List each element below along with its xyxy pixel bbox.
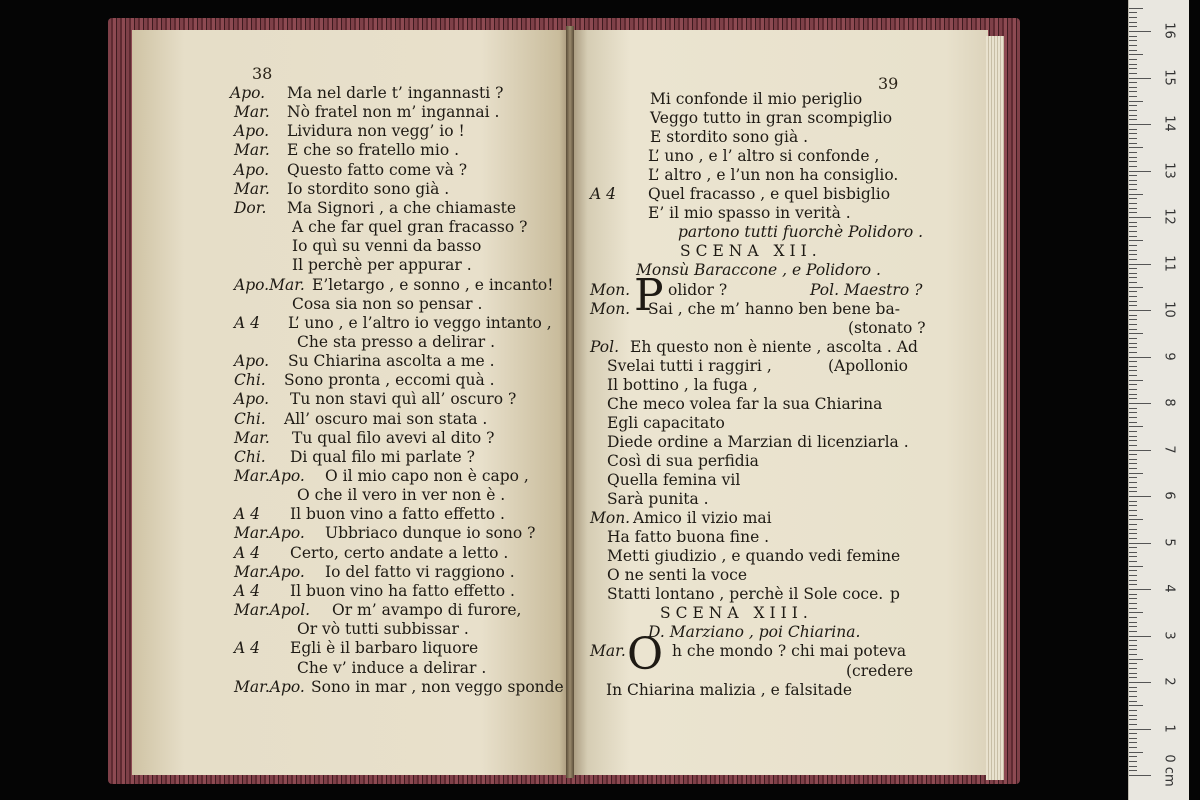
right-line-12: (stonato ? [848, 318, 926, 337]
ruler-tick [1129, 366, 1137, 367]
ruler-tick [1129, 370, 1137, 371]
ruler-tick [1129, 240, 1143, 241]
left-speaker-1: Mar. [234, 103, 270, 122]
ruler-tick [1129, 138, 1137, 139]
ruler-tick [1129, 594, 1137, 595]
ruler-number: 10 [1161, 301, 1177, 318]
ruler-tick [1129, 287, 1143, 288]
ruler-tick [1129, 324, 1137, 325]
ruler-tick [1129, 636, 1151, 637]
ruler-tick [1129, 445, 1137, 446]
left-line-8: Io quì su venni da basso [292, 237, 482, 256]
left-speaker-12: A 4 [234, 313, 260, 332]
left-line-6: Ma Signori , a che chiamaste [287, 198, 517, 217]
ruler-tick [1129, 668, 1137, 669]
ruler-tick [1129, 208, 1137, 209]
left-line-12: L’ uno , e l’altro io veggo intanto , [288, 313, 552, 332]
right-line-9: Monsù Baraccone , e Polidoro . [636, 261, 881, 280]
ruler-tick [1129, 524, 1137, 525]
left-line-16: Tu non stavi quì all’ oscuro ? [290, 390, 517, 409]
ruler-tick [1129, 761, 1137, 762]
ruler-tick [1129, 222, 1137, 223]
ruler-tick [1129, 254, 1137, 255]
ruler-tick [1129, 36, 1137, 37]
ruler-tick [1129, 608, 1137, 609]
left-speaker-20: Mar.Apo. [234, 467, 305, 485]
ruler-tick [1129, 315, 1137, 316]
right-line-19: Così di sua perfidia [607, 451, 759, 470]
ruler-tick [1129, 68, 1137, 69]
ruler-tick [1129, 245, 1137, 246]
ruler-tick [1129, 566, 1143, 567]
left-speaker-3: Mar. [234, 141, 270, 160]
ruler-tick [1129, 733, 1137, 734]
left-speaker-27: Mar.Apol. [234, 601, 311, 620]
ruler-number: 6 [1161, 491, 1177, 500]
right-line-1: Veggo tutto in gran scompiglio [650, 109, 893, 128]
ruler-tick [1129, 543, 1151, 544]
ruler-tick [1129, 217, 1151, 218]
left-speaker-2: Apo. [234, 122, 270, 141]
left-line-20: O il mio capo non è capo , [325, 467, 529, 485]
ruler-tick [1129, 189, 1137, 190]
right-line-26: Statti lontano , perchè il Sole coce. [607, 585, 884, 604]
ruler-tick [1129, 547, 1137, 548]
ruler-tick [1129, 640, 1137, 641]
ruler-tick [1129, 477, 1137, 478]
ruler-tick [1129, 26, 1137, 27]
right-speaker-29: Mar. [590, 642, 626, 661]
right-page-number: 39 [878, 74, 899, 93]
left-line-5: Io stordito sono già . [287, 179, 450, 198]
ruler-tick [1129, 152, 1137, 153]
ruler-tick [1129, 394, 1137, 395]
ruler-tick [1129, 40, 1137, 41]
ruler-tick [1129, 236, 1137, 237]
ruler-tick [1129, 501, 1137, 502]
ruler-number: 9 [1161, 351, 1177, 361]
left-line-23: Ubbriaco dunque io sono ? [325, 524, 536, 543]
right-line-3: L’ uno , e l’ altro si confonde , [648, 147, 880, 166]
ruler-number: 16 [1161, 22, 1177, 39]
left-page-number: 38 [252, 64, 273, 83]
ruler-tick [1129, 157, 1137, 158]
left-speaker-6: Dor. [234, 198, 267, 217]
right-line-30: (credere [846, 661, 913, 680]
left-speaker-16: Apo. [234, 390, 270, 409]
ruler-tick [1129, 766, 1137, 767]
ruler-tick [1129, 338, 1137, 339]
ruler-tick [1129, 575, 1137, 576]
right-speaker-13: Pol. [590, 337, 620, 356]
ruler-tick [1129, 133, 1137, 134]
ruler-tick [1129, 180, 1137, 181]
ruler-tick [1129, 752, 1143, 753]
ruler-tick [1129, 203, 1137, 204]
ruler-tick [1129, 724, 1137, 725]
right-line-25: O ne senti la voce [607, 566, 748, 585]
ruler-tick [1129, 705, 1143, 706]
left-line-28: Or vò tutti subbissar . [297, 620, 469, 639]
left-speaker-29: A 4 [234, 639, 260, 658]
right-line-22: Amico il vizio mai [633, 509, 772, 528]
ruler-tick [1129, 701, 1137, 702]
ruler-number: 11 [1161, 254, 1177, 272]
right-line-extra-10: Pol. Maestro ? [810, 280, 923, 299]
ruler-tick [1129, 552, 1137, 553]
ruler-tick [1129, 319, 1137, 320]
left-line-26: Il buon vino ha fatto effetto . [290, 581, 515, 600]
ruler-tick [1129, 589, 1151, 590]
ruler-tick [1129, 659, 1143, 660]
ruler-tick [1129, 212, 1137, 213]
right-speaker-10: Mon. [590, 280, 631, 299]
ruler-tick [1129, 473, 1143, 474]
left-line-14: Su Chiarina ascolta a me . [288, 352, 495, 371]
ruler-tick [1129, 17, 1137, 18]
ruler-tick [1129, 645, 1137, 646]
left-speaker-14: Apo. [234, 352, 270, 371]
ruler-tick [1129, 663, 1137, 664]
ruler-tick [1129, 12, 1137, 13]
ruler-tick [1129, 412, 1137, 413]
right-line-7: partono tutti fuorchè Polidoro . [678, 223, 924, 242]
ruler-tick [1129, 231, 1137, 232]
ruler-number: 12 [1161, 208, 1177, 225]
right-line-8: SCENA XII. [680, 242, 822, 261]
ruler-number: 8 [1161, 398, 1177, 407]
ruler-tick [1129, 129, 1137, 130]
left-speaker-24: A 4 [234, 543, 260, 562]
ruler-tick [1129, 301, 1137, 302]
ruler-tick [1129, 31, 1151, 32]
left-line-2: Lividura non vegg’ io ! [287, 122, 465, 141]
ruler-number: 1 [1161, 723, 1177, 733]
ruler-tick [1129, 171, 1151, 172]
left-line-29: Egli è il barbaro liquore [290, 639, 479, 658]
ruler-tick [1129, 147, 1143, 148]
ruler-tick [1129, 403, 1151, 404]
ruler-tick [1129, 143, 1137, 144]
ruler-tick [1129, 422, 1137, 423]
ruler-tick [1129, 519, 1143, 520]
ruler-tick [1129, 491, 1137, 492]
right-line-extra-26: p [890, 585, 900, 604]
right-speaker-11: Mon. [590, 299, 631, 318]
ruler-tick [1129, 273, 1137, 274]
right-line-extra-14: (Apollonio [828, 356, 909, 375]
right-line-2: E stordito sono già . [650, 128, 809, 147]
left-line-4: Questo fatto come và ? [287, 160, 468, 179]
left-speaker-5: Mar. [234, 179, 270, 198]
ruler-tick [1129, 538, 1137, 539]
ruler-tick [1129, 194, 1143, 195]
ruler-tick [1129, 468, 1137, 469]
right-line-4: L’ altro , e l’un non ha consiglio. [648, 166, 899, 185]
ruler-tick [1129, 22, 1137, 23]
ruler-tick [1129, 617, 1137, 618]
left-line-10: E’letargo , e sonno , e incanto! [312, 275, 554, 294]
ruler-number: 0 cm [1161, 754, 1177, 787]
ruler-tick [1129, 649, 1137, 650]
ruler-tick [1129, 115, 1137, 116]
ruler-tick [1129, 580, 1137, 581]
left-line-27: Or m’ avampo di furore, [332, 601, 522, 620]
ruler-tick [1129, 691, 1137, 692]
left-line-25: Io del fatto vi raggiono . [325, 562, 515, 581]
ruler-tick [1129, 459, 1137, 460]
right-line-13: Eh questo non è niente , ascolta . Ad [630, 337, 918, 356]
ruler-tick [1129, 8, 1143, 9]
ruler-tick [1129, 54, 1143, 55]
ruler-tick [1129, 431, 1137, 432]
measurement-ruler [1128, 0, 1189, 800]
right-speaker-22: Mon. [590, 509, 631, 528]
ruler-tick [1129, 64, 1137, 65]
left-speaker-19: Chi. [234, 447, 266, 466]
ruler-tick [1129, 343, 1137, 344]
ruler-tick [1129, 184, 1137, 185]
ruler-tick [1129, 91, 1137, 92]
ruler-tick [1129, 119, 1137, 120]
right-line-11: Sai , che m’ hanno ben bene ba- [648, 299, 900, 318]
left-line-30: Che v’ induce a delirar . [297, 658, 487, 677]
ruler-tick [1129, 375, 1137, 376]
left-speaker-17: Chi. [234, 409, 266, 428]
ruler-tick [1129, 440, 1137, 441]
left-line-19: Di qual filo mi parlate ? [290, 447, 475, 466]
ruler-tick [1129, 450, 1151, 451]
left-speaker-10: Apo.Mar. [234, 275, 305, 294]
ruler-tick [1129, 59, 1137, 60]
left-speaker-25: Mar.Apo. [234, 562, 305, 581]
ruler-tick [1129, 505, 1137, 506]
left-line-11: Cosa sia non so pensar . [292, 294, 483, 313]
ruler-tick [1129, 533, 1137, 534]
left-line-15: Sono pronta , eccomi quà . [284, 371, 495, 390]
ruler-tick [1129, 515, 1137, 516]
ruler-tick [1129, 510, 1137, 511]
ruler-tick [1129, 603, 1137, 604]
ruler-tick [1129, 529, 1137, 530]
ruler-tick [1129, 198, 1137, 199]
right-line-16: Che meco volea far la sua Chiarina [607, 394, 883, 413]
right-line-15: Il bottino , la fuga , [607, 375, 758, 394]
ruler-number: 13 [1161, 161, 1177, 179]
right-line-14: Svelai tutti i raggiri , [607, 356, 772, 375]
left-line-13: Che sta presso a delirar . [297, 332, 496, 351]
right-line-23: Ha fatto buona fine . [607, 528, 770, 547]
left-line-9: Il perchè per appurar . [292, 256, 472, 275]
ruler-tick [1129, 96, 1137, 97]
page-fore-edge [986, 36, 1004, 780]
left-line-1: Nò fratel non m’ ingannai . [287, 103, 500, 122]
ruler-tick [1129, 296, 1137, 297]
ruler-tick [1129, 101, 1143, 102]
left-line-3: E che so fratello mio . [287, 141, 460, 160]
ruler-tick [1129, 124, 1151, 125]
ruler-tick [1129, 496, 1151, 497]
left-line-0: Ma nel darle t’ ingannasti ? [287, 84, 504, 102]
ruler-tick [1129, 584, 1137, 585]
ruler-tick [1129, 380, 1143, 381]
ruler-tick [1129, 259, 1137, 260]
ruler-tick [1129, 436, 1137, 437]
ruler-number: 2 [1161, 677, 1177, 686]
right-line-5: Quel fracasso , e quel bisbiglio [648, 185, 891, 204]
left-speaker-0: Apo. [230, 84, 266, 102]
ruler-tick [1129, 389, 1137, 390]
ruler-tick [1129, 73, 1137, 74]
ruler-tick [1129, 482, 1137, 483]
ruler-tick [1129, 78, 1151, 79]
right-line-18: Diede ordine a Marzian di licenziarla . [607, 432, 909, 451]
ruler-tick [1129, 463, 1137, 464]
ruler-tick [1129, 756, 1137, 757]
ruler-number: 7 [1161, 444, 1177, 454]
ruler-tick [1129, 175, 1137, 176]
ruler-tick [1129, 277, 1137, 278]
ruler-tick [1129, 570, 1137, 571]
ruler-tick [1129, 161, 1137, 162]
right-line-0: Mi confonde il mio periglio [650, 90, 863, 108]
ruler-tick [1129, 770, 1137, 771]
ruler-tick [1129, 612, 1143, 613]
ruler-tick [1129, 417, 1137, 418]
ruler-tick [1129, 105, 1137, 106]
left-line-18: Tu qual filo avevi al dito ? [292, 428, 495, 447]
left-line-31: Sono in mar , non veggo sponde [311, 677, 564, 696]
ruler-tick [1129, 305, 1137, 306]
ruler-number: 4 [1161, 584, 1177, 593]
left-speaker-31: Mar.Apo. [234, 677, 305, 696]
ruler-tick [1129, 408, 1137, 409]
ruler-tick [1129, 226, 1137, 227]
ruler-tick [1129, 82, 1137, 83]
drop-cap-o: O [627, 629, 664, 680]
ruler-tick [1129, 556, 1137, 557]
ruler-tick [1129, 291, 1137, 292]
ruler-tick [1129, 622, 1137, 623]
ruler-tick [1129, 166, 1137, 167]
ruler-tick [1129, 268, 1137, 269]
ruler-tick [1129, 682, 1151, 683]
ruler-tick [1129, 715, 1137, 716]
left-speaker-15: Chi. [234, 371, 266, 390]
ruler-tick [1129, 426, 1143, 427]
ruler-tick [1129, 250, 1137, 251]
right-line-17: Egli capacitato [607, 413, 725, 432]
left-speaker-18: Mar. [234, 428, 270, 447]
ruler-tick [1129, 310, 1151, 311]
left-line-17: All’ oscuro mai son stata . [284, 409, 488, 428]
ruler-tick [1129, 454, 1137, 455]
ruler-tick [1129, 361, 1137, 362]
ruler-tick [1129, 626, 1137, 627]
left-speaker-23: Mar.Apo. [234, 524, 305, 543]
left-line-7: A che far quel gran fracasso ? [292, 218, 528, 237]
drop-cap-p: P [634, 270, 664, 321]
ruler-tick [1129, 87, 1137, 88]
ruler-number: 14 [1161, 115, 1177, 132]
ruler-tick [1129, 719, 1137, 720]
ruler-number: 15 [1161, 68, 1177, 86]
right-line-10: olidor ? [668, 280, 728, 299]
ruler-tick [1129, 687, 1137, 688]
right-line-24: Metti giudizio , e quando vedi femine [607, 547, 901, 566]
ruler-tick [1129, 264, 1151, 265]
left-speaker-22: A 4 [234, 505, 260, 524]
ruler-tick [1129, 384, 1137, 385]
right-line-27: SCENA XIII. [660, 604, 813, 623]
ruler-tick [1129, 738, 1137, 739]
ruler-tick [1129, 747, 1137, 748]
left-line-22: Il buon vino a fatto effetto . [290, 505, 505, 524]
ruler-tick [1129, 45, 1137, 46]
ruler-number: 3 [1161, 630, 1177, 640]
right-speaker-5: A 4 [590, 185, 616, 204]
left-line-24: Certo, certo andate a letto . [290, 543, 509, 562]
left-line-21: O che il vero in ver non è . [297, 486, 506, 505]
right-line-29: h che mondo ? chi mai poteva [672, 642, 907, 661]
right-line-21: Sarà punita . [607, 490, 709, 509]
ruler-tick [1129, 352, 1137, 353]
ruler-tick [1129, 710, 1137, 711]
ruler-tick [1129, 110, 1137, 111]
ruler-tick [1129, 742, 1137, 743]
ruler-tick [1129, 347, 1137, 348]
ruler-tick [1129, 282, 1137, 283]
ruler-tick [1129, 729, 1151, 730]
ruler-tick [1129, 487, 1137, 488]
right-line-6: E’ il mio spasso in verità . [648, 204, 851, 223]
ruler-tick [1129, 673, 1137, 674]
ruler-number: 5 [1161, 537, 1177, 547]
left-speaker-4: Apo. [234, 160, 270, 179]
ruler-tick [1129, 775, 1151, 776]
ruler-tick [1129, 398, 1137, 399]
ruler-tick [1129, 696, 1137, 697]
ruler-tick [1129, 329, 1137, 330]
ruler-tick [1129, 677, 1137, 678]
right-line-31: In Chiarina malizia , e falsitade [606, 680, 853, 699]
ruler-tick [1129, 631, 1137, 632]
ruler-tick [1129, 333, 1143, 334]
book-gutter [566, 26, 574, 778]
ruler-tick [1129, 357, 1151, 358]
right-line-28: D. Marziano , poi Chiarina. [648, 623, 861, 642]
right-line-20: Quella femina vil [607, 471, 741, 489]
ruler-tick [1129, 654, 1137, 655]
ruler-tick [1129, 598, 1137, 599]
ruler-tick [1129, 561, 1137, 562]
ruler-tick [1129, 50, 1137, 51]
left-speaker-26: A 4 [234, 581, 260, 600]
